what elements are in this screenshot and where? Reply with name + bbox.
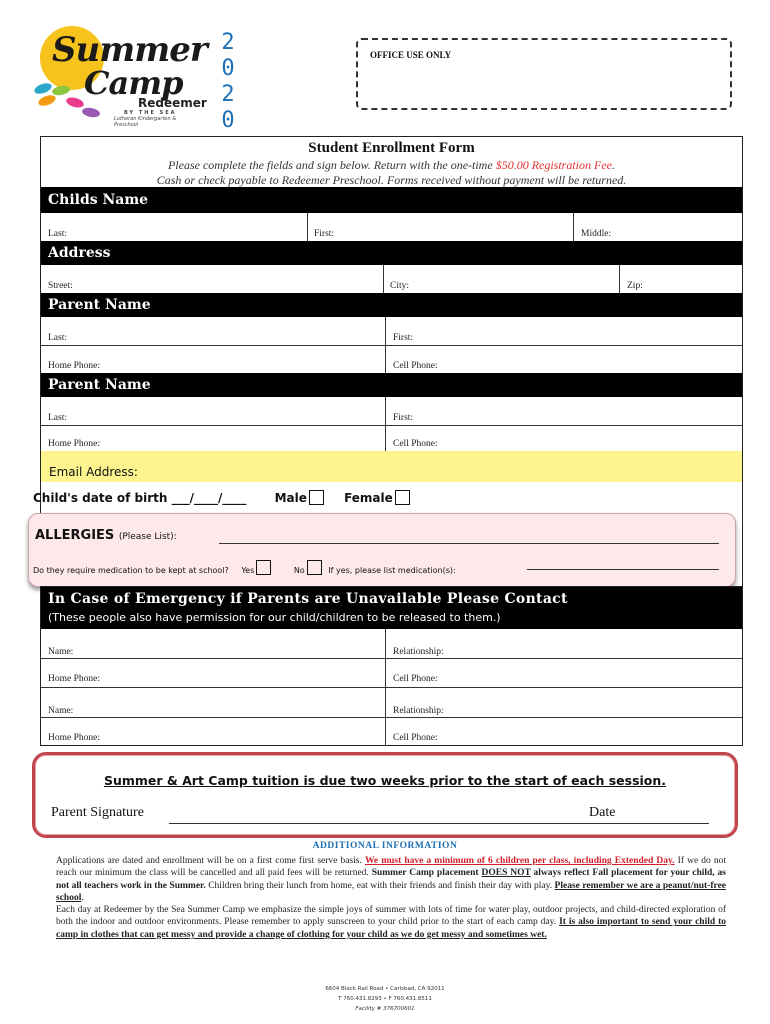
year-digit: 2 <box>221 82 235 107</box>
flip-flop-icon <box>33 81 53 96</box>
logo-school-text: Lutheran Kindergarten & Preschool <box>114 116 177 128</box>
parent1-name-row <box>41 317 742 346</box>
street-field[interactable]: Street: <box>48 281 73 291</box>
emergency2-relationship-field[interactable]: Relationship: <box>393 706 444 716</box>
divider <box>385 345 386 373</box>
emergency2-name-field[interactable]: Name: <box>48 706 74 716</box>
info-bold-text: always reflect Fall placement for your child, as not all teachers work in the Summer. <box>56 868 726 891</box>
divider <box>385 397 386 425</box>
female-label: Female <box>344 491 393 505</box>
form-payment-note: Cash or check payable to Redeemer Preschool. Forms received without payment will be returned. <box>156 173 627 187</box>
date-label: Date <box>589 805 616 820</box>
emergency-subtitle: (These people also have permission for our child/children to be released to them.) <box>48 611 501 624</box>
emergency-title: In Case of Emergency if Parents are Unavailable Please Contact <box>48 591 568 607</box>
allergies-box <box>28 513 736 587</box>
info-text: If we do not reach our minimum the class will be cancelled and all paid fees will be returned. <box>56 856 726 879</box>
divider <box>619 265 620 293</box>
emergency1-cell-phone-field[interactable]: Cell Phone: <box>393 674 438 684</box>
info-text: . <box>81 892 84 903</box>
flip-flop-icon <box>37 93 57 108</box>
parent1-first-field[interactable]: First: <box>393 333 414 343</box>
divider <box>385 717 386 745</box>
email-field[interactable]: Email Address: <box>49 465 138 479</box>
instruction-text: . <box>612 158 616 172</box>
info-text: Each day at Redeemer by the Sea Summer Camp we emphasize the simple joys of summer with lots of time for water play, outdoor projects, and child-directed exploration of both the indoor and outdoor environments. Please remember to apply sunscreen to your child prior to the start of each camp day. <box>56 905 726 928</box>
logo-summer-text: Summer <box>52 30 207 70</box>
divider <box>385 629 386 658</box>
child-last-field[interactable]: Last: <box>48 229 67 239</box>
allergies-title: ALLERGIES <box>35 528 115 543</box>
additional-info-heading: ADDITIONAL INFORMATION <box>312 841 458 851</box>
email-row <box>41 451 742 482</box>
no-label: No <box>293 566 305 575</box>
emergency1-name-field[interactable]: Name: <box>48 647 74 657</box>
logo-camp-text: Camp <box>84 64 183 102</box>
year-digit: 0 <box>221 56 235 81</box>
medication-question: Do they require medication to be kept at school? <box>33 566 229 575</box>
registration-fee: $50.00 Registration Fee <box>495 158 613 172</box>
emergency-section <box>40 586 743 746</box>
emergency1-home-phone-field[interactable]: Home Phone: <box>48 674 100 684</box>
minimum-children-notice: We must have a minimum of 6 children per class, including Extended Day. <box>364 856 675 866</box>
parent2-last-field[interactable]: Last: <box>48 413 67 423</box>
emergency2-cell-phone-field[interactable]: Cell Phone: <box>393 733 438 743</box>
allergies-heading <box>35 528 177 543</box>
office-use-box <box>356 38 732 110</box>
tuition-signature-box <box>32 752 738 838</box>
flip-flop-icon <box>51 85 70 97</box>
parent1-last-field[interactable]: Last: <box>48 333 67 343</box>
info-text: Children bring their lunch from home, eat with their friends and finish their day with play. <box>205 880 555 891</box>
parent2-name-row <box>41 397 742 426</box>
parent1-header: Parent Name <box>41 293 742 317</box>
form-instructions <box>40 158 743 173</box>
female-checkbox[interactable] <box>395 490 410 505</box>
does-not-text: DOES NOT <box>481 868 531 879</box>
parent1-cell-phone-field[interactable]: Cell Phone: <box>393 361 438 371</box>
parent-signature-label: Parent Signature <box>51 805 144 820</box>
yes-label: Yes <box>241 566 255 575</box>
parent2-home-phone-field[interactable]: Home Phone: <box>48 439 100 449</box>
logo-redeemer-text: Redeemer <box>138 96 207 110</box>
nut-free-notice: Please remember we are a peanut/nut-free school <box>56 880 727 903</box>
tuition-notice: Summer & Art Camp tuition is due two weeks prior to the start of each session. <box>103 773 667 788</box>
instruction-text: Please complete the fields and sign below. Return with the one-time <box>167 158 496 172</box>
year-digit: 0 <box>221 108 235 133</box>
flip-flop-icon <box>65 96 85 109</box>
parent2-first-field[interactable]: First: <box>393 413 414 423</box>
divider <box>385 425 386 451</box>
parent2-cell-phone-field[interactable]: Cell Phone: <box>393 439 438 449</box>
medication-list-label: If yes, please list medication(s): <box>328 566 456 575</box>
parent1-home-phone-field[interactable]: Home Phone: <box>48 361 100 371</box>
footer-facility: Facility # 376700601 <box>355 1006 415 1012</box>
emergency1-relationship-field[interactable]: Relationship: <box>393 647 444 657</box>
medication-input-line[interactable] <box>527 569 719 570</box>
parent2-header: Parent Name <box>41 373 742 397</box>
child-first-field[interactable]: First: <box>314 229 335 239</box>
divider <box>573 213 574 241</box>
divider <box>307 213 308 241</box>
emergency1-name-row <box>41 629 742 659</box>
medication-question-row <box>33 560 456 575</box>
additional-info-text <box>56 855 726 941</box>
childs-name-row <box>41 213 742 242</box>
signature-line[interactable] <box>169 823 709 824</box>
dob-row <box>33 490 410 505</box>
emergency2-phone-row <box>41 717 742 745</box>
childs-name-header: Childs Name <box>41 187 742 213</box>
address-row <box>41 265 742 294</box>
office-use-label: OFFICE USE ONLY <box>370 50 452 60</box>
child-middle-field[interactable]: Middle: <box>581 229 612 239</box>
allergies-hint: (Please List): <box>118 532 177 542</box>
divider <box>383 265 384 293</box>
year-vertical <box>218 30 238 134</box>
parent2-phone-row <box>41 425 742 452</box>
logo-by-the-sea-text: BY THE SEA <box>124 110 177 116</box>
footer <box>0 984 770 1014</box>
dob-field[interactable]: Child's date of birth ___/____/____ <box>33 491 247 505</box>
divider <box>385 687 386 717</box>
emergency-header <box>41 587 742 629</box>
male-checkbox[interactable] <box>309 490 324 505</box>
allergies-input-line[interactable] <box>219 543 719 544</box>
divider <box>385 317 386 345</box>
summer-camp-logo <box>30 24 207 128</box>
form-title: Student Enrollment Form <box>308 140 475 156</box>
yes-checkbox[interactable] <box>256 560 271 575</box>
no-checkbox[interactable] <box>307 560 322 575</box>
flip-flop-icon <box>81 107 100 119</box>
footer-address: 6604 Black Rail Road • Carlsbad, CA 92011 <box>325 986 445 992</box>
address-header: Address <box>41 241 742 265</box>
divider <box>385 658 386 687</box>
emergency2-home-phone-field[interactable]: Home Phone: <box>48 733 100 743</box>
emergency2-name-row <box>41 687 742 718</box>
messy-clothes-notice: It is also important to send your child to camp in clothes that can get messy and provide a change of clothing for your child as we do get messy and sometimes wet. <box>56 917 727 940</box>
city-field[interactable]: City: <box>390 281 410 291</box>
zip-field[interactable]: Zip: <box>627 281 643 291</box>
info-bold-text: Summer Camp placement <box>371 868 482 879</box>
male-label: Male <box>274 491 307 505</box>
parent1-phone-row <box>41 345 742 374</box>
emergency1-phone-row <box>41 658 742 688</box>
footer-phone: T 760.431.8293 • F 760.431.8511 <box>338 996 432 1002</box>
info-text: Applications are dated and enrollment will be on a first come first serve basis. <box>56 856 365 866</box>
year-digit: 2 <box>221 30 235 55</box>
